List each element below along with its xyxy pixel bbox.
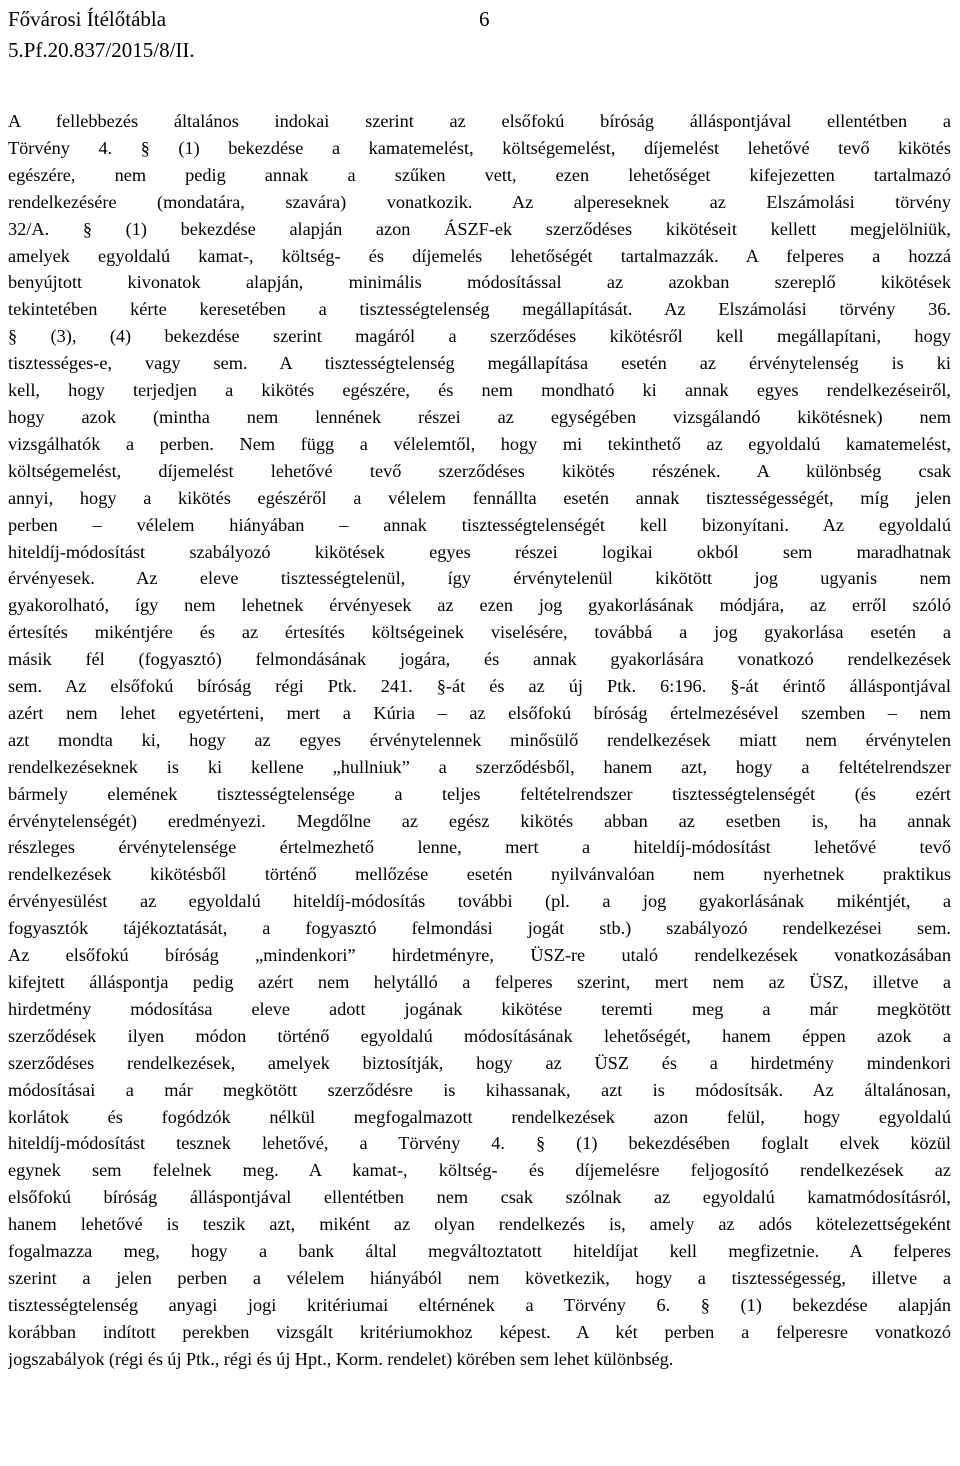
text-line: rendelkezéseknek is ki kellene „hullniuk” a szerződésből, hanem azt, hogy a feltételrendszer (8, 756, 951, 777)
court-name: Fővárosi Ítélőtábla (8, 7, 167, 31)
text-line: bármely elemének tisztességtelensége a teljes feltételrendszer tisztességtelenségét (és ezért (8, 783, 951, 804)
text-line: módosításai a már megkötött szerződésre is kihassanak, azt is módosítsák. Az általánosan, (8, 1079, 951, 1100)
text-line: benyújtott kivonatok alapján, minimális módosítással az azokban szereplő kikötések (8, 272, 951, 293)
text-line: egészére, nem pedig annak a szűken vett, ezen lehetőséget kifejezetten tartalmazó (8, 164, 951, 185)
text-line: annyi, hogy a kikötés egészéről a vélelem fennállta esetén annak tisztességességét, míg jelen (8, 487, 951, 508)
text-line: A fellebbezés általános indokai szerint az elsőfokú bíróság álláspontjával ellentétben a (8, 111, 951, 131)
text-line: szerződéses rendelkezések, amelyek biztosítják, hogy az ÜSZ és a hirdetmény mindenkori (8, 1052, 951, 1073)
text-line: fogyasztók tájékoztatását, a fogyasztó felmondási jogát stb.) szabályozó rendelkezései sem. (8, 918, 951, 939)
text-line: amelyek egyoldalú kamat-, költség- és díjemelés lehetőségét tartalmazzák. A felperes a hozzá (8, 245, 951, 266)
text-line: hirdetmény módosítása eleve adott jogának kikötése teremti meg a már megkötött (8, 998, 951, 1019)
text-line: érvénytelenségét) eredményezi. Megdőlne az egész kikötés abban az esetben is, ha annak (8, 810, 951, 831)
case-number: 5.Pf.20.837/2015/8/II. (8, 38, 195, 62)
text-line: rendelkezésére (mondatára, szavára) vonatkozik. Az alpereseknek az Elszámolási törvény (8, 191, 951, 212)
text-line: § (3), (4) bekezdése szerint magáról a szerződéses kikötésről kell megállapítani, hogy (8, 326, 951, 347)
text-line: tisztességes-e, vagy sem. A tisztességtelenség megállapítása esetén az érvénytelenség is ki (8, 353, 951, 374)
text-line: gyakorolható, így nem lehetnek érvényesek az ezen jog gyakorlásának módjára, az erről szóló (8, 595, 951, 616)
text-line: hiteldíj-módosítást szabályozó kikötések egyes részei logikai okból sem maradhatnak (8, 541, 951, 562)
text-line: másik fél (fogyasztó) felmondásának jogára, és annak gyakorlására vonatkozó rendelkezések (8, 649, 951, 670)
text-line: elsőfokú bíróság álláspontjával ellentétben nem csak szólnak az egyoldalú kamatmódosításról, (8, 1187, 951, 1208)
text-line: szerződések ilyen módon történő egyoldalú módosításának lehetőségét, hanem éppen azok a (8, 1025, 951, 1046)
text-line: érvényesek. Az eleve tisztességtelenül, így érvénytelenül kikötött jog ugyanis nem (8, 568, 951, 589)
text-line: tekintetében kérte keresetében a tisztességtelenség megállapítását. Az Elszámolási törvény 36. (8, 299, 951, 320)
text-line: részleges érvénytelensége értelmezhető lenne, mert a hiteldíj-módosítást lehetővé tevő (8, 837, 951, 858)
body-paragraph (8, 108, 951, 1373)
text-line: rendelkezések kikötésből történő mellőzése esetén nyilvánvalóan nem nyerhetnek praktikus (8, 864, 951, 885)
text-line: azt mondta ki, hogy az egyes érvénytelennek minősülő rendelkezések miatt nem érvénytelen (8, 729, 951, 750)
text-line: érvényesülést az egyoldalú hiteldíj-módosítás további (pl. a jog gyakorlásának mikéntjét, a (8, 891, 951, 912)
text-line: Az elsőfokú bíróság „mindenkori” hirdetményre, ÜSZ-re utaló rendelkezések vonatkozásában (8, 945, 951, 966)
text-line: egynek sem felelnek meg. A kamat-, költség- és díjemelésre feljogosító rendelkezések az (8, 1160, 951, 1181)
text-line: tisztességtelenség anyagi jogi kritériumai eltérnének a Törvény 6. § (1) bekezdése alapján (8, 1294, 951, 1315)
text-line: hogy azok (mintha nem lennének részei az egységében vizsgálandó kikötésnek) nem (8, 406, 951, 427)
text-line: kifejtett álláspontja pedig azért nem helytálló a felperes szerint, mert nem az ÜSZ, illetve a (8, 972, 951, 992)
page-header (8, 6, 948, 66)
text-line: azért nem lehet egyetérteni, mert a Kúria – az elsőfokú bíróság értelmezésével szemben – nem (8, 702, 951, 723)
text-line: szerint a jelen perben a vélelem hiányából nem következik, hogy a tisztességesség, illetve a (8, 1267, 951, 1288)
page-number: 6 (479, 7, 490, 31)
text-line: hiteldíj-módosítást tesznek lehetővé, a Törvény 4. § (1) bekezdésében foglalt elvek közül (8, 1133, 951, 1154)
text-line: vizsgálhatók a perben. Nem függ a vélelemtől, hogy mi tekinthető az egyoldalú kamatemelést, (8, 433, 951, 454)
text-line: költségemelést, díjemelést lehetővé tevő szerződéses kikötés részének. A különbség csak (8, 460, 951, 481)
text-line: korábban indított perekben vizsgált kritériumokhoz képest. A két perben a felperesre vonatkozó (8, 1321, 951, 1342)
text-line: korlátok és fogódzók nélkül megfogalmazott rendelkezések azon felül, hogy egyoldalú (8, 1106, 951, 1127)
text-line: hanem lehetővé is teszik azt, miként az olyan rendelkezés is, amely az adós kötelezettségeként (8, 1214, 951, 1235)
text-line: fogalmazza meg, hogy a bank által megváltoztatott hiteldíjat kell megfizetnie. A felperes (8, 1241, 951, 1262)
text-line: kell, hogy terjedjen a kikötés egészére, és nem mondható ki annak egyes rendelkezéseiről, (8, 380, 951, 401)
text-line: perben – vélelem hiányában – annak tisztességtelenségét kell bizonyítani. Az egyoldalú (8, 514, 951, 535)
text-line: Törvény 4. § (1) bekezdése a kamatemelést, költségemelést, díjemelést lehetővé tevő kikötés (8, 137, 951, 158)
text-line: 32/A. § (1) bekezdése alapján azon ÁSZF-ek szerződéses kikötéseit kellett megjelölniük, (8, 218, 951, 239)
text-line: sem. Az elsőfokú bíróság régi Ptk. 241. §-át és az új Ptk. 6:196. §-át érintő álláspontjával (8, 676, 951, 697)
text-line: értesítés mikéntjére és az értesítés költségeinek viselésére, továbbá a jog gyakorlása esetén a (8, 622, 951, 643)
text-line: jogszabályok (régi és új Ptk., régi és új Hpt., Korm. rendelet) körében sem lehet különbség. (8, 1348, 674, 1369)
